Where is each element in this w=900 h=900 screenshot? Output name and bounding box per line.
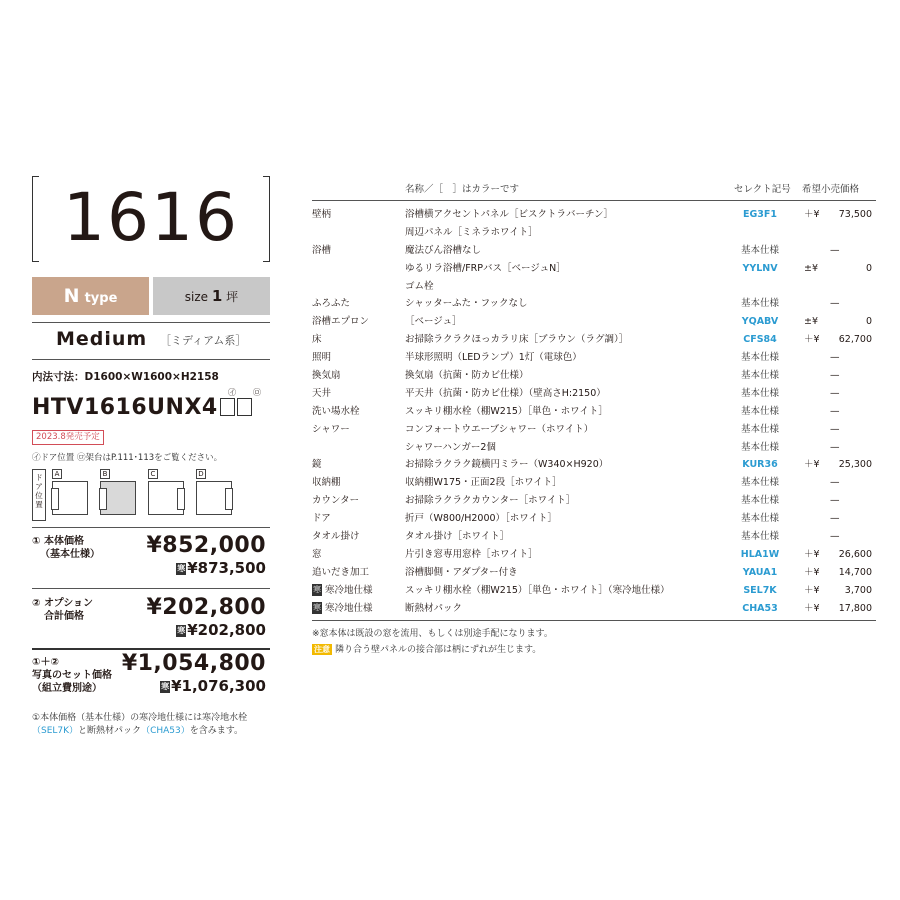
row-item-name: 換気扇（抗菌・防カビ仕様） (405, 370, 529, 382)
type-row (32, 277, 270, 315)
row-select-code: 基本仕様 (740, 405, 779, 417)
row-item-name: お掃除ラクラク鏡横円ミラー（W340×H920） (405, 459, 609, 471)
door-tag-b: B (100, 469, 110, 479)
table-row (312, 331, 876, 349)
price-label (32, 656, 112, 695)
price-label-line2: （基本仕様） (40, 549, 100, 560)
row-price: — (830, 477, 840, 489)
price-label-line1: ② オプション (32, 598, 94, 609)
door-plan-d (196, 481, 232, 515)
table-row (312, 421, 876, 439)
row-select-code: CFS84 (743, 334, 777, 346)
row-select-code: HLA1W (740, 548, 780, 560)
base-price: ¥852,000 (146, 533, 266, 558)
price-label-line1: ①＋② (32, 657, 59, 668)
row-category: 天井 (312, 387, 332, 399)
door-note: ㋑ドア位置 ㋺架台はP.111･113をご覧ください。 (32, 453, 223, 463)
row-price-sign: ＋¥ (804, 584, 820, 596)
row-select-code: CHA53 (742, 602, 778, 614)
row-price: — (830, 370, 840, 382)
row-price: 3,700 (844, 584, 872, 596)
model-number: 1616 (63, 179, 239, 256)
cold-region-icon: 寒 (161, 682, 170, 691)
row-item-name: 浴槽横アクセントパネル［ビスクトラバーチン］ (405, 209, 614, 220)
door-leaf (225, 488, 233, 510)
table-row (312, 510, 876, 528)
row-item-name: ゴム栓 (405, 280, 434, 292)
series-subtitle: ［ミディアム系］ (160, 334, 247, 347)
row-item-name: ［ベージュ］ (405, 316, 462, 328)
table-row (312, 295, 876, 313)
row-category: タオル掛け (312, 531, 360, 543)
row-select-code: 基本仕様 (740, 370, 779, 382)
row-select-code: EG3F1 (743, 209, 777, 220)
price-label-line1: ① 本体価格 (32, 536, 84, 547)
row-select-code: 基本仕様 (740, 531, 779, 543)
row-price: — (830, 495, 840, 507)
size-unit: 坪 (226, 290, 239, 304)
row-price-sign: ＋¥ (804, 602, 820, 614)
row-price: — (830, 513, 840, 525)
door-position-label: ドア位置 (32, 469, 46, 521)
price-label (32, 597, 93, 623)
door-tag-a: A (52, 469, 62, 479)
type-letter: N (63, 285, 80, 307)
row-price-sign: ±¥ (804, 262, 819, 274)
row-item-name: シャッターふた・フックなし (405, 298, 528, 310)
row-item-name: 片引き窓専用窓枠［ホワイト］ (405, 548, 538, 560)
size-number: 1 (211, 287, 223, 305)
table-row (312, 600, 876, 618)
row-select-code: 基本仕様 (740, 495, 779, 507)
row-item-name: 魔法びん浴槽なし (405, 244, 482, 256)
table-row (312, 278, 876, 296)
row-category: 壁柄 (312, 209, 332, 220)
row-category: 追いだき加工 (312, 566, 370, 578)
base-price-block (32, 535, 270, 587)
row-select-code: YYLNV (742, 262, 778, 274)
door-plan-b (100, 481, 136, 515)
row-price: 17,800 (838, 602, 872, 614)
row-select-code: 基本仕様 (740, 387, 779, 399)
row-category: 換気扇 (312, 370, 341, 382)
cold-region-option-price: 寒 ¥202,800 (177, 621, 266, 639)
door-option-a (52, 469, 92, 521)
row-category: 床 (312, 334, 322, 346)
row-price-sign: ＋¥ (804, 209, 820, 220)
row-price: — (830, 298, 840, 310)
option-box-b (237, 398, 252, 416)
row-item-name: お掃除ラクラクカウンター［ホワイト］ (405, 495, 576, 507)
row-select-code: 基本仕様 (740, 298, 779, 310)
row-price: 14,700 (838, 566, 872, 578)
row-category: シャワー (312, 423, 350, 435)
row-select-code: 基本仕様 (740, 423, 779, 435)
table-row (312, 546, 876, 564)
left-footnote: ①本体価格（基本仕様）の寒冷地仕様には寒冷地水栓（SEL7K）と断熱材パック（CHA53）を含みます。 (32, 713, 248, 736)
row-item-name: ゆるリラ浴槽/FRPバス［ベージュN］ (405, 262, 566, 274)
door-option-d (196, 469, 236, 521)
door-tag-c: C (148, 469, 158, 479)
table-row (312, 456, 876, 474)
type-word: type (84, 291, 118, 306)
row-price: 73,500 (838, 209, 872, 220)
caution-badge: 注意 (314, 645, 330, 654)
release-badge: 2023.8発売予定 (32, 430, 104, 445)
option-box-a (220, 398, 235, 416)
row-select-code: YQABV (741, 316, 779, 328)
row-item-name: 周辺パネル［ミネラホワイト］ (405, 226, 538, 238)
table-bottom-divider (312, 620, 876, 621)
row-price: — (830, 423, 840, 435)
table-row (312, 492, 876, 510)
row-item-name: コンフォートウエーブシャワー（ホワイト） (405, 423, 594, 435)
table-row (312, 385, 876, 403)
row-price: — (830, 244, 840, 256)
row-price: — (830, 387, 840, 399)
door-plan-c (148, 481, 184, 515)
row-price: — (830, 441, 840, 453)
row-select-code: 基本仕様 (740, 244, 779, 256)
row-price: — (830, 352, 840, 364)
table-row (312, 582, 876, 600)
table-row (312, 439, 876, 457)
series-name: Medium (56, 328, 148, 350)
row-price-sign: ±¥ (804, 316, 819, 328)
header-retail-price: 希望小売価格 (802, 184, 860, 195)
row-category: 収納棚 (312, 477, 341, 489)
price-label-line3: （組立費別途） (32, 683, 102, 694)
price-label-line2: 合計価格 (44, 611, 84, 622)
model-panel (32, 176, 270, 736)
spec-table (312, 178, 876, 655)
divider (32, 588, 270, 589)
cold-region-set-price: 寒 ¥1,076,300 (161, 677, 266, 695)
row-select-code: 基本仕様 (740, 513, 779, 525)
row-item-name: お掃除ラクラクほっカラリ床［ブラウン（ラグ調）］ (405, 334, 629, 346)
row-item-name: スッキリ棚水栓（棚W215）［単色・ホワイト］ (405, 405, 608, 417)
row-price: — (830, 531, 840, 543)
row-category: 寒 寒冷地仕様 (313, 584, 373, 596)
row-price-sign: ＋¥ (804, 548, 820, 560)
row-category: 鏡 (312, 459, 322, 471)
model-number-box (32, 176, 270, 262)
row-price-sign: ＋¥ (804, 566, 820, 578)
circle-mark-a: ㋑ (228, 388, 236, 397)
row-category: 照明 (312, 352, 332, 364)
table-row (312, 313, 876, 331)
cold-region-icon: 寒 (177, 564, 186, 573)
row-item-name: スッキリ棚水栓（棚W215）［単色・ホワイト］（寒冷地仕様） (405, 584, 670, 596)
price-label-line2: 写真のセット価格 (32, 670, 112, 681)
table-header (312, 178, 876, 198)
table-row (312, 206, 876, 224)
set-price-block (32, 651, 270, 708)
row-price: 26,600 (838, 548, 872, 560)
header-divider (312, 200, 876, 201)
row-item-name: 断熱材パック (405, 602, 463, 614)
door-leaf (51, 488, 59, 510)
type-badge (32, 277, 149, 315)
door-leaf (99, 488, 107, 510)
row-item-name: 折戸（W800/H2000）［ホワイト］ (405, 513, 558, 525)
row-select-code: 基本仕様 (740, 477, 779, 489)
row-item-name: 浴槽脚側・アダプター付き (405, 566, 518, 578)
row-price: 0 (865, 262, 872, 274)
inner-dimensions: 内法寸法：D1600×W1600×H2158 (32, 371, 219, 383)
divider (32, 322, 270, 323)
row-select-code: 基本仕様 (740, 441, 779, 453)
door-leaf (177, 488, 185, 510)
row-category: 浴槽エプロン (312, 316, 370, 328)
table-rows (312, 206, 876, 617)
table-row (312, 367, 876, 385)
row-category: カウンター (312, 495, 360, 507)
window-note: ※窓本体は既設の窓を流用、もしくは別途手配になります。 (312, 629, 553, 639)
table-row (312, 474, 876, 492)
option-price: ¥202,800 (146, 595, 266, 620)
divider (32, 359, 270, 360)
cold-region-icon: 寒 (313, 584, 321, 594)
table-row (312, 528, 876, 546)
row-price: — (830, 405, 840, 417)
divider-double (32, 648, 270, 650)
row-select-code: KUR36 (742, 459, 778, 471)
row-category: 窓 (312, 548, 322, 560)
row-price: 25,300 (838, 459, 872, 471)
table-row (312, 564, 876, 582)
header-name: 名称／［ ］はカラーです (405, 184, 520, 195)
row-select-code: SEL7K (743, 584, 777, 596)
size-label: size (184, 290, 209, 304)
divider (32, 527, 270, 528)
row-price-sign: ＋¥ (804, 459, 820, 471)
door-tag-d: D (196, 469, 206, 479)
door-plan-a (52, 481, 88, 515)
table-row (312, 349, 876, 367)
door-position-diagram (32, 469, 270, 521)
row-item-name: タオル掛け［ホワイト］ (405, 531, 510, 543)
set-price: ¥1,054,800 (121, 651, 266, 676)
row-item-name: 平天井（抗菌・防カビ仕様）（壁高さH:2150） (405, 387, 606, 399)
product-code-text: HTV1616UNX4 (32, 395, 218, 420)
row-item-name: シャワーハンガー2個 (405, 441, 496, 453)
row-price: 62,700 (838, 334, 872, 346)
row-category: 浴槽 (312, 244, 332, 256)
circle-mark-b: ㋺ (253, 388, 261, 397)
row-select-code: 基本仕様 (740, 352, 779, 364)
option-price-block (32, 597, 270, 649)
row-price-sign: ＋¥ (804, 334, 820, 346)
row-category: 洗い場水栓 (312, 405, 360, 417)
cold-region-price: 寒 ¥873,500 (177, 559, 266, 577)
row-item-name: 収納棚W175・正面2段［ホワイト］ (405, 477, 562, 489)
row-select-code: YAUA1 (742, 566, 778, 578)
door-option-c (148, 469, 188, 521)
door-option-b (100, 469, 140, 521)
size-badge (153, 277, 270, 315)
price-label (32, 535, 100, 561)
product-code (32, 395, 252, 420)
header-select-code: セレクト記号 (734, 184, 791, 195)
caution-note: 注意 隣り合う壁パネルの接合部は柄にずれが生じます。 (314, 645, 542, 655)
row-category: ふろふた (312, 298, 351, 310)
row-item-name: 半球形照明（LEDランプ）1灯（電球色） (405, 352, 582, 364)
row-category: ドア (312, 513, 331, 525)
table-row (312, 242, 876, 260)
table-row (312, 260, 876, 278)
row-price: 0 (865, 316, 872, 328)
table-row (312, 224, 876, 242)
cold-region-icon: 寒 (313, 602, 321, 612)
table-row (312, 403, 876, 421)
row-category: 寒 寒冷地仕様 (313, 602, 373, 614)
cold-region-icon: 寒 (177, 626, 186, 635)
